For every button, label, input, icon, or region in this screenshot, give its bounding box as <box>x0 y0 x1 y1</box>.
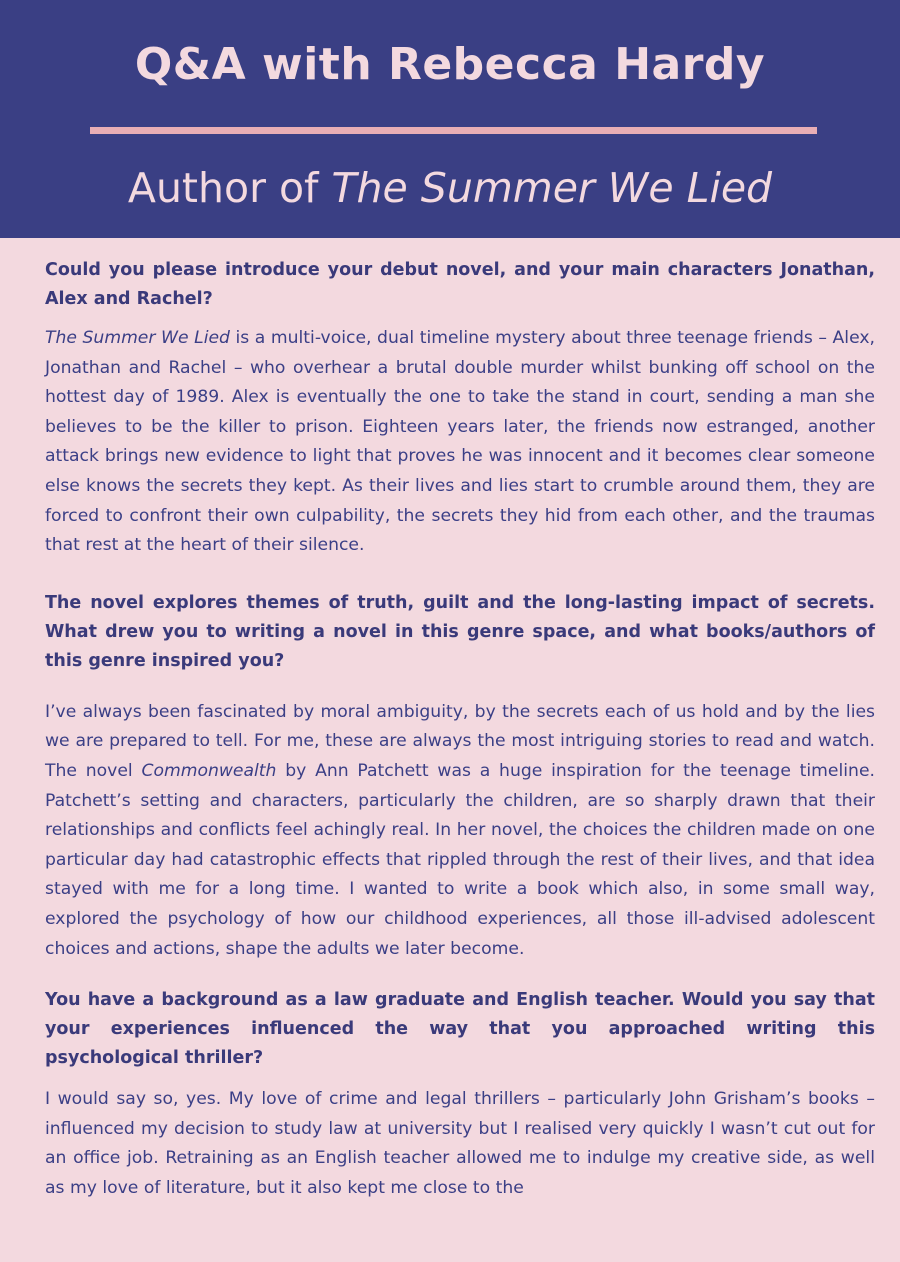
page-header <box>0 0 900 238</box>
answer-1 <box>45 324 875 561</box>
answer-2-text-part1: I’ve always been fascinated by moral ambiguity, by the secrets each of us hold and by the lies we are prepared to tell. For me, these are always the most intriguing stories to read and watch. The novel <box>45 701 875 781</box>
page-subtitle <box>0 156 900 220</box>
subtitle-book-title: The Summer We Lied <box>331 164 773 212</box>
question-2: The novel explores themes of truth, guilt and the long-lasting impact of secrets. What drew you to writing a novel in this genre space, and what books/authors of this genre inspired you? <box>45 592 875 671</box>
answer-2 <box>45 698 875 964</box>
answer-2-book-title: Commonwealth <box>141 760 277 781</box>
answer-1-book-title: The Summer We Lied <box>45 328 230 348</box>
answer-2-text-part2: by Ann Patchett was a huge inspiration for the teenage timeline. Patchett’s setting and characters, particularly the children, are so sharply drawn that their relationships and conflicts feel achingly real. In her novel, the choices the children made on one particular day had catastrophic effects that rippled through the rest of their lives, and that idea stayed with me for a long time. I wanted to write a book which also, in some small way, explored the psychology of how our childhood experiences, all those ill-advised adolescent choices and actions, shape the adults we later become. <box>45 760 875 959</box>
subtitle-prefix: Author of <box>127 164 332 212</box>
question-1: Could you please introduce your debut novel, and your main characters Jonathan, Alex and Rachel? <box>45 260 875 309</box>
answer-1-text: is a multi-voice, dual timeline mystery about three teenage friends – Alex, Jonathan and Rachel – who overhear a brutal double murder whilst bunking off school on the hottest day of 1989. Alex is eventually the one to take the stand in court, sending a man she believes to be the killer to prison. Eighteen years later, the friends now estranged, another attack brings new evidence to light that proves he was innocent and it becomes clear someone else knows the secrets they kept. As their lives and lies start to crumble around them, they are forced to confront their own culpability, the secrets they hid from each other, and the traumas that rest at the heart of their silence. <box>45 328 875 556</box>
title-divider <box>90 127 817 134</box>
question-3: You have a background as a law graduate and English teacher. Would you say that your experiences influenced the way that you approached writing this psychological thriller? <box>45 990 875 1069</box>
interview-body <box>0 238 900 1262</box>
page-title: Q&A with Rebecca Hardy <box>134 39 766 90</box>
answer-3: I would say so, yes. My love of crime and legal thrillers – particularly John Grisham’s books – influenced my decision to study law at university but I realised very quickly I wasn’t cut out for an office job. Retraining as an English teacher allowed me to indulge my creative side, as well as my love of literature, but it also kept me close to the <box>45 1089 875 1198</box>
